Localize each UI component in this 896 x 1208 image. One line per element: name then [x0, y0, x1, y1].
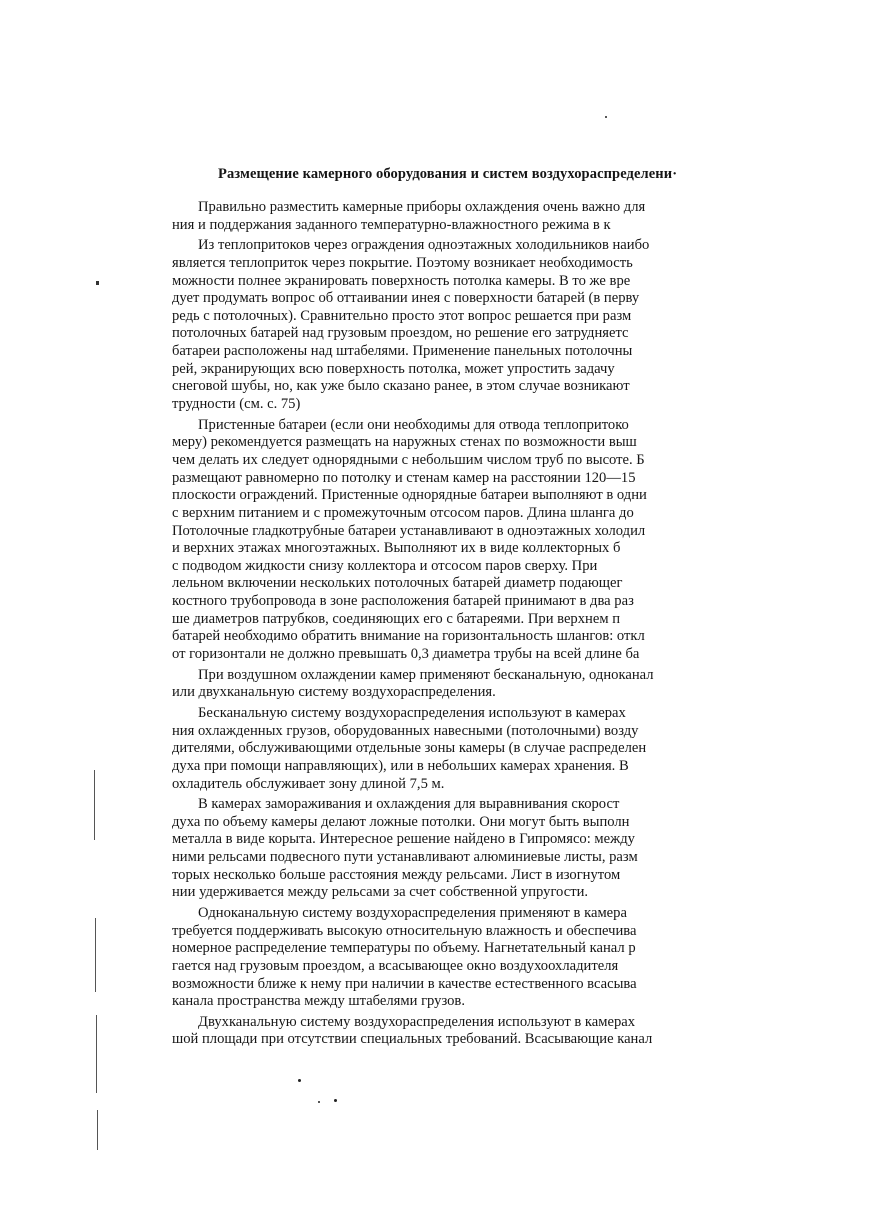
text-line: плоскости ограждений. Пристенные однорядные батареи выполняют в одни — [172, 487, 647, 504]
text-line: ния охлажденных грузов, оборудованных навесными (потолочными) возду — [172, 722, 639, 739]
text-line: Двухканальную систему воздухораспределения используют в камерах — [198, 1013, 636, 1030]
text-line: или двухканальную систему воздухораспределения. — [172, 684, 496, 701]
text-line: является теплоприток через покрытие. Поэтому возникает необходимость — [172, 254, 633, 271]
text-line: металла в виде корыта. Интересное решение найдено в Гипромясо: между — [172, 831, 635, 848]
paragraph — [172, 905, 884, 1011]
text-line: ния и поддержания заданного температурно-влажностного режима в к — [172, 216, 611, 233]
scan-speck — [605, 116, 607, 118]
paragraph — [172, 796, 884, 902]
paragraph — [172, 1014, 884, 1049]
text-line: канала пространства между штабелями грузов. — [172, 993, 465, 1010]
text-line: и верхних этажах многоэтажных. Выполняют их в виде коллекторных б — [172, 540, 621, 557]
margin-scan-line — [96, 1015, 97, 1093]
paragraph — [172, 417, 884, 664]
text-line: нии удерживается между рельсами за счет собственной упругости. — [172, 884, 589, 901]
text-line: чем делать их следует однорядными с небольшим числом труб по высоте. Б — [172, 451, 645, 468]
scan-speck — [298, 1079, 301, 1082]
margin-scan-line — [95, 918, 96, 992]
text-line: требуется поддерживать высокую относительную влажность и обеспечива — [172, 922, 637, 939]
margin-scan-line — [97, 1110, 98, 1150]
text-line: гается над грузовым проездом, а всасывающее окно воздухоохладителя — [172, 957, 619, 974]
text-line: В камерах замораживания и охлаждения для выравнивания скорост — [198, 796, 620, 813]
text-line: дителями, обслуживающими отдельные зоны камеры (в случае распределен — [172, 740, 647, 757]
text-line: возможности ближе к нему при наличии в качестве естественного всасыва — [172, 975, 637, 992]
text-line: духа по объему камеры делают ложные потолки. Они могут быть выполн — [172, 813, 630, 830]
text-line: костного трубопровода в зоне расположения батарей принимают в два раз — [172, 593, 634, 610]
text-line: меру) рекомендуется размещать на наружных стенах по возможности выш — [172, 434, 637, 451]
text-line: номерное распределение температуры по объему. Нагнетательный канал р — [172, 940, 636, 957]
text-line: потолочных батарей над грузовым проездом, но решение его затрудняетс — [172, 325, 629, 342]
margin-scan-line — [94, 770, 95, 840]
text-line: батарей необходимо обратить внимание на горизонтальность шлангов: откл — [172, 628, 645, 645]
scan-speck — [318, 1101, 320, 1103]
text-line: можности полнее экранировать поверхность потолка камеры. В то же вре — [172, 272, 631, 289]
text-line: снеговой шубы, но, как уже было сказано ранее, в этом случае возникают — [172, 378, 630, 395]
text-line: ше диаметров патрубков, соединяющих его с батареями. При верхнем п — [172, 610, 621, 627]
text-line: рей, экранирующих всю поверхность потолка, может упростить задачу — [172, 360, 615, 377]
section-heading: Размещение камерного оборудования и систем воздухораспределени· — [218, 166, 678, 182]
text-line: дует продумать вопрос об оттаивании инея с поверхности батарей (в перву — [172, 290, 640, 307]
text-line: ними рельсами подвесного пути устанавливают алюминиевые листы, разм — [172, 849, 638, 866]
text-line: Пристенные батареи (если они необходимы для отвода теплопритоко — [198, 416, 629, 433]
scan-speck — [96, 281, 99, 285]
text-line: Правильно разместить камерные приборы охлаждения очень важно для — [198, 199, 646, 215]
text-line: торых несколько больше расстояния между рельсами. Лист в изогнутом — [172, 866, 621, 883]
text-line: размещают равномерно по потолку и стенам камер на расстоянии 120—15 — [172, 469, 636, 486]
text-line: от горизонтали не должно превышать 0,3 диаметра трубы на всей длине ба — [172, 646, 640, 663]
text-line: Потолочные гладкотрубные батареи устанавливают в одноэтажных холодил — [172, 522, 646, 539]
text-line: При воздушном охлаждении камер применяют бесканальную, одноканал — [198, 666, 654, 683]
paragraph — [172, 237, 884, 413]
paragraph — [172, 705, 884, 793]
text-line: трудности (см. с. 75) — [172, 396, 301, 413]
text-line: лельном включении нескольких потолочных батарей диаметр подающег — [172, 575, 623, 592]
text-line: с верхним питанием и с промежуточным отсосом паров. Длина шланга до — [172, 504, 634, 521]
text-line: Бесканальную систему воздухораспределения используют в камерах — [198, 704, 626, 721]
text-line: редь с потолочных). Сравнительно просто этот вопрос решается при разм — [172, 307, 632, 324]
text-line: шой площади при отсутствии специальных требований. Всасывающие канал — [172, 1031, 653, 1048]
text-line: духа при помощи направляющих), или в небольших камерах хранения. В — [172, 757, 629, 774]
text-line: батареи расположены над штабелями. Применение панельных потолочны — [172, 343, 633, 360]
body-text — [172, 199, 884, 1051]
scan-speck — [334, 1099, 337, 1102]
paragraph — [172, 199, 884, 234]
text-line: Одноканальную систему воздухораспределения применяют в камера — [198, 904, 627, 921]
text-line: Из теплопритоков через ограждения одноэтажных холодильников наибо — [198, 237, 650, 254]
paragraph — [172, 667, 884, 702]
text-line: с подводом жидкости снизу коллектора и отсосом паров сверху. При — [172, 557, 598, 574]
text-line: охладитель обслуживает зону длиной 7,5 м. — [172, 775, 445, 792]
